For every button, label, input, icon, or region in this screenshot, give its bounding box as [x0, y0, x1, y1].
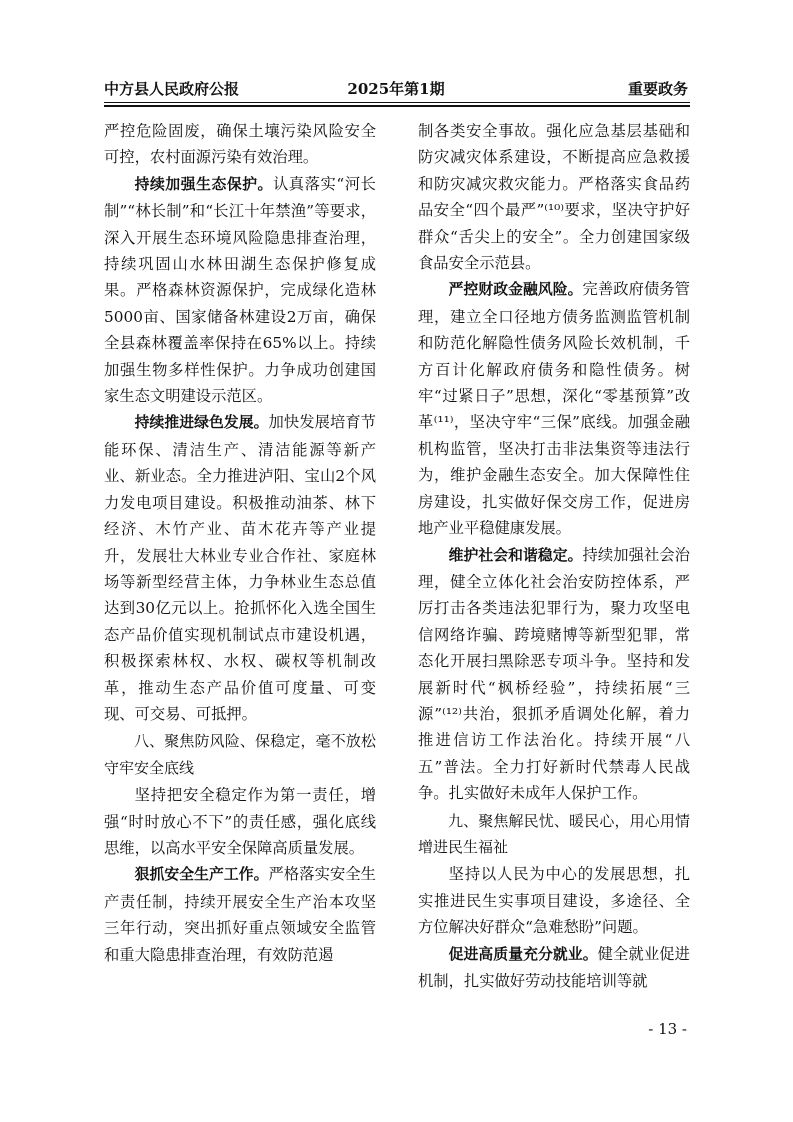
header-rule-thin: [104, 102, 690, 103]
paragraph: [418, 276, 690, 541]
page-number: - 13 -: [648, 1020, 687, 1038]
paragraph-text: 健全就业促进机制，扎实做好劳动技能培训等就: [418, 944, 690, 990]
paragraph-lead: 狠抓安全生产工作。: [134, 866, 269, 884]
section-heading: 八、聚焦防风险、保稳定，毫不放松守牢安全底线: [104, 732, 376, 777]
header-rule-thick: [104, 105, 690, 107]
paragraph-lead: 促进高质量充分就业。: [448, 945, 598, 963]
paragraph-text: 严控危险固废，确保土壤污染风险安全可控，农村面源污染有效治理。: [104, 122, 376, 167]
left-column: [104, 118, 376, 968]
right-column: [418, 118, 690, 994]
paragraph: [104, 118, 376, 171]
paragraph: [418, 861, 690, 940]
paragraph-text: 完善政府债务管理，建立全口径地方债务监测监管机制和防范化解隐性债务风险长效机制，千方百计化解政府债务和隐性债务。树牢“过紧日子”思想，深化“零基预算”改革⁽¹¹⁾，坚决守牢“三保”底线。加强金融机构监管，坚决打击非法集资等违法行为，维护金融生态安全。加大保障性住房建设，扎实做好保交房工作，促进房地产业平稳健康发展。: [418, 280, 690, 538]
paragraph-text: 持续加强社会治理，健全立体化社会治安防控体系，严厉打击各类违法犯罪行为，聚力攻坚电信网络诈骗、跨境赌博等新型犯罪，常态化开展扫黑除恶专项斗争。坚持和发展新时代“枫桥经验”，持续拓展“三源”⁽¹²⁾共治，狠抓矛盾调处化解，着力推进信访工作法治化。持续开展“八五”普法。全力打好新时代禁毒人民战争。扎实做好未成年人保护工作。: [418, 545, 690, 803]
paragraph-lead: 严控财政金融风险。: [448, 281, 583, 299]
paragraph-lead: 维护社会和谐稳定。: [448, 546, 583, 564]
header-issue: 2025年第1期: [347, 80, 445, 98]
paragraph: [104, 861, 376, 968]
paragraph: [104, 782, 376, 861]
paragraph: [104, 171, 376, 410]
paragraph: [418, 941, 690, 995]
paragraph: [418, 118, 690, 276]
paragraph: [104, 409, 376, 727]
paragraph-lead: 持续推进绿色发展。: [134, 414, 269, 432]
paragraph-lead: 持续加强生态保护。: [134, 175, 273, 193]
paragraph-text: 严格落实安全生产责任制，持续开展安全生产治本攻坚三年行动，突出抓好重点领域安全监管和重大隐患排查治理，有效防范遏: [104, 865, 376, 964]
paragraph-text: 加快发展培育节能环保、清洁生产、清洁能源等新产业、新业态。全力推进泸阳、宝山2个风力发电项目建设。积极推动油茶、林下经济、木竹产业、苗木花卉等产业提升，发展壮大林业专业合作社、家庭林场等新型经营主体，力争林业生态总值达到30亿元以上。抢抓怀化入选全国生态产品价值实现机制试点市建设机遇，积极探索林权、水权、碳权等机制改革，推动生态产品价值可度量、可变现、可交易、可抵押。: [104, 413, 376, 723]
page-header: [104, 76, 688, 102]
paragraph-text: 坚持把安全稳定作为第一责任，增强“时时放心不下”的责任感，强化底线思维，以高水平安全保障高质量发展。: [104, 786, 376, 857]
paragraph: [418, 542, 690, 807]
paragraph-text: 认真落实“河长制”“林长制”和“长江十年禁渔”等要求，深入开展生态环境风险隐患排查治理，持续巩固山水林田湖生态保护修复成果。严格森林资源保护，完成绿化造林5000亩、国家储备林建设2万亩，确保全县森林覆盖率保持在65%以上。持续加强生物多样性保护。力争成功创建国家生态文明建设示范区。: [104, 174, 376, 406]
section-heading: 九、聚焦解民忧、暖民心，用心用情增进民生福祉: [418, 811, 690, 856]
paragraph-text: 制各类安全事故。强化应急基层基础和防灾减灾体系建设，不断提高应急救援和防灾减灾救灾能力。严格落实食品药品安全“四个最严”⁽¹⁰⁾要求，坚决守护好群众“舌尖上的安全”。全力创建国家级食品安全示范县。: [418, 122, 690, 273]
paragraph-text: 坚持以人民为中心的发展思想，扎实推进民生实事项目建设，多途径、全方位解决好群众“急难愁盼”问题。: [418, 865, 690, 937]
header-section: 重要政务: [627, 80, 688, 98]
header-publication: 中方县人民政府公报: [104, 80, 240, 98]
